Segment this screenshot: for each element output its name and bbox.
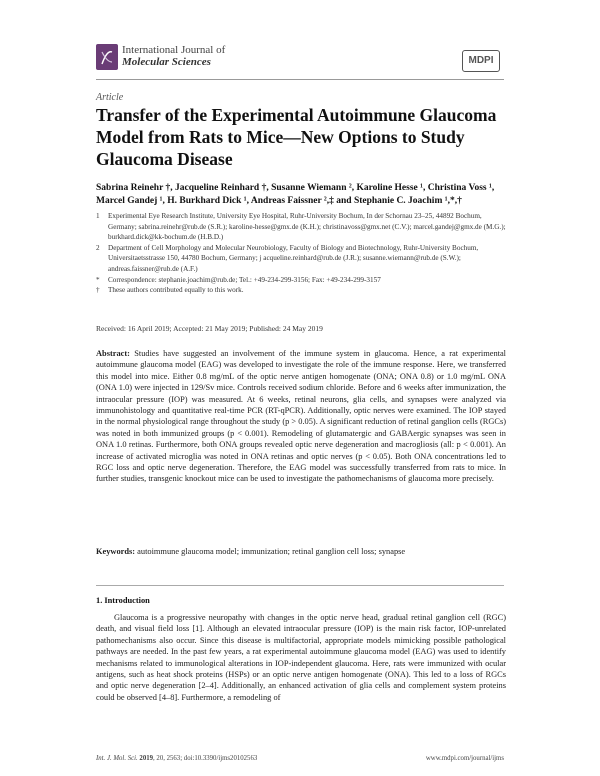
journal-line-1: International Journal of [122, 44, 226, 56]
journal-name [122, 44, 225, 68]
footer-year: 2019 [139, 755, 154, 762]
footer-journal: Int. J. Mol. Sci. [96, 755, 138, 762]
abstract-text: Studies have suggested an involvement of the immune system in glaucoma. Hence, a rat experimental autoimmune glaucoma model (EAG) was developed to investigate the role of the immune response. Here, we transferred this model into mice. Either 0.8 mg/mL of the optic nerve antigen homogenate (ONA; ONA 0.8) or 1.0 mg/mL ONA (ONA 1.0) were injected in 129/Sv mice. Controls received sodium chloride. Before and 6 weeks after immunization, the intraocular pressure (IOP) was measured. At 6 weeks, retinal neurons, glia cells, and synapses were analyzed via immunohistology and quantitative real-time PCR (RT-qPCR). Additionally, optic nerves were examined. The IOP stayed in the normal physiological range throughout the study (p > 0.05). A significant reduction of retinal ganglion cells (RGCs) was noted in both immunized groups (p < 0.001). Remodeling of glutamatergic and GABAergic synapses was seen in ONA 1.0 retinas. Furthermore, both ONA groups revealed optic nerve degeneration and macrogliosis (all: p < 0.001). An increase of activated microglia was noted in ONA retinas and optic nerves (p < 0.05). Both ONA concentrations led to RGC loss and optic nerve degeneration. Therefore, the EAG model was successfully transferred from rats to mice. In further studies, transgenic knockout mice can be used to investigate the pathomechanisms of glaucoma more precisely. [96, 349, 506, 484]
citation-footer [96, 755, 257, 762]
note-text: These authors contributed equally to this work. [108, 286, 244, 295]
header-divider [96, 79, 504, 80]
keywords [96, 546, 506, 557]
journal-logo-icon [96, 44, 118, 70]
keywords-label: Keywords: [96, 547, 136, 556]
journal-logo [96, 44, 118, 70]
affiliation-text: Department of Cell Morphology and Molecular Neurobiology, Faculty of Biology and Biotechnology, Ruhr-University Bochum, Universitaetsstrasse 150, 44780 Bochum, Germany; j acqueline.reinhard@rub.de (J.R.); susanne.wiemann@rub.de (S.W.); andreas.faissner@rub.de (A.F.) [108, 243, 479, 273]
correspondence-item [96, 275, 506, 286]
article-type: Article [96, 92, 124, 103]
abstract-label: Abstract: [96, 349, 130, 358]
affiliation-text: Experimental Eye Research Institute, University Eye Hospital, Ruhr-University Bochum, In der Schornau 23–25, 44892 Bochum, Germany; sabrina.reinehr@rub.de (S.R.); karoline-hesse@gmx.de (K.H.); christinavoss@gmx.net (C.V.); marcel.gandej@gmx.de (M.G.); burkhard.dick@kk-bochum.de (H.B.D.) [108, 212, 506, 242]
article-title: Transfer of the Experimental Autoimmune Glaucoma Model from Rats to Mice—New Options to Study Glaucoma Disease [96, 105, 497, 169]
affiliation-mark: 2 [96, 243, 100, 252]
affiliation-mark: 1 [96, 212, 100, 220]
keywords-text: autoimmune glaucoma model; immunization; retinal ganglion cell loss; synapse [137, 547, 406, 556]
publisher-logo: MDPI [462, 50, 500, 72]
affiliation-item [96, 243, 506, 275]
note-mark: † [96, 286, 100, 295]
affiliation-item [96, 211, 506, 243]
journal-line-2: Molecular Sciences [122, 56, 211, 68]
equal-contribution-note [96, 285, 506, 296]
correspondence-mark: * [96, 275, 100, 284]
affiliations [96, 211, 506, 296]
introduction-paragraph: Glaucoma is a progressive neuropathy with changes in the optic nerve head, gradual retinal ganglion cell (RGC) death, and visual field loss [1]. Although an elevated intraocular pressure (IOP) is the main risk factor, IOP-unrelated pathomechanisms also occur. Since this disease is multifactorial, appropriate models mimicking possible pathological pathways are needed. In the past few years, a rat experimental autoimmune glaucoma model (EAG) was used to identify mechanisms related to immunological alterations in IOP-independent glaucoma. Here, rats were immunized with ocular antigens, such as heat shock proteins (HSPs) or an optic nerve antigen homogenate (ONA). This led to a loss of RGCs and optic nerve degeneration [2–4]. Additionally, an enhanced activation of glia cells and complement system proteins could be observed [4–8]. Furthermore, a remodeling of [96, 613, 506, 702]
author-list: Sabrina Reinehr †, Jacqueline Reinhard †, Susanne Wiemann ², Karoline Hesse ¹, Christina Voss ¹, Marcel Gandej ¹, H. Burkhard Dick ¹, Andreas Faissner ²,‡ and Stephanie C. Joachim ¹,*,† [96, 183, 495, 206]
abstract [96, 348, 506, 485]
publication-dates: Received: 16 April 2019; Accepted: 21 May 2019; Published: 24 May 2019 [96, 324, 323, 333]
section-divider [96, 585, 504, 586]
correspondence-text: Correspondence: stephanie.joachim@rub.de; Tel.: +49-234-299-3156; Fax: +49-234-299-3157 [108, 275, 381, 284]
journal-url[interactable]: www.mdpi.com/journal/ijms [425, 755, 504, 762]
footer-citation: , 20, 2563; doi:10.3390/ijms20102563 [153, 755, 258, 762]
section-heading: 1. Introduction [96, 596, 150, 605]
